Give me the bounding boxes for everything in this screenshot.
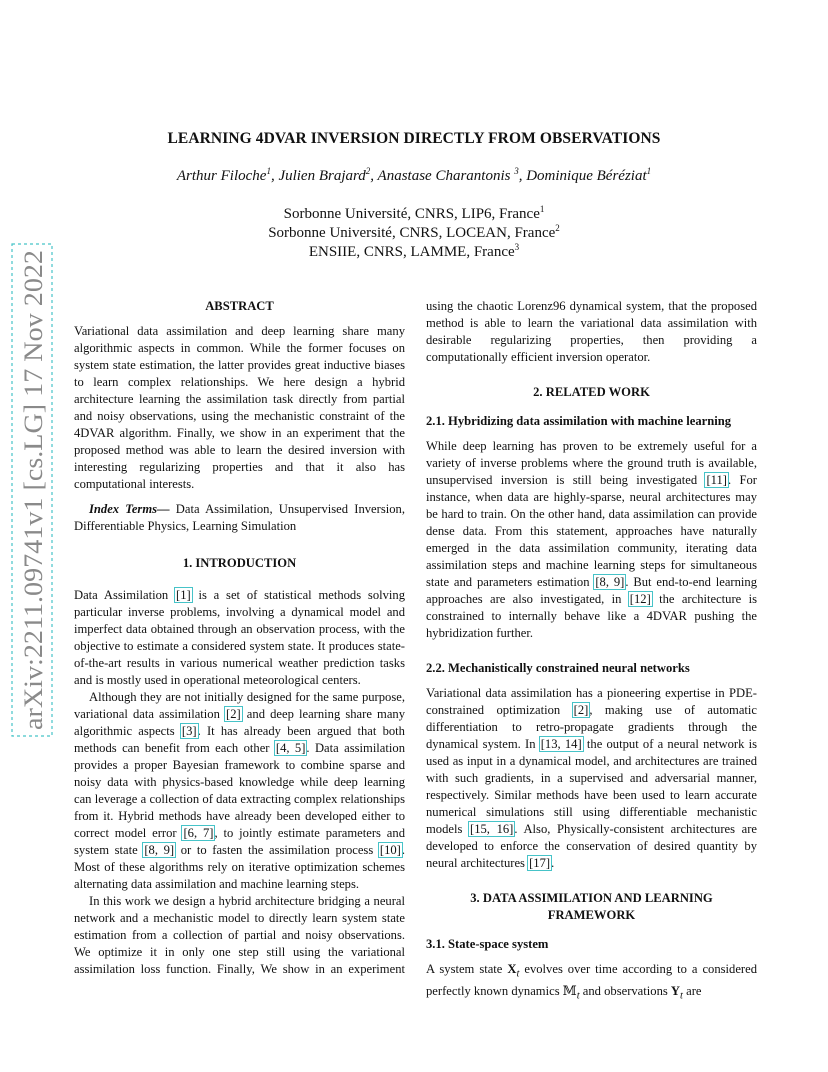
math-subscript: t bbox=[576, 990, 580, 1002]
framework-paragraph: A system state $X_t$ evolves over time according to a considered perfectly known dynamics 𝕄$_t$ and observations $Y_t$ are bbox=[426, 962, 757, 1002]
related-paragraph: Variational data assimilation has a pioneering expertise in PDE-constrained optimization [2], making use of automatic differentiation to retro-propagate gradients through the dynamical system. In [13, 14] the output of a neural network is used as input in a dynamical model, and architectures are trained with such gradients, in a supervised and adversarial manner, respectively. Similar methods have been used to learn accurate numerical simulations still using differentiable mechanistic models [15, 16]. Also, Physically-consistent architectures are developed to enforce the conservation of desired quantity by neural architectures [17]. bbox=[426, 686, 758, 870]
intro-paragraph: Although they are not initially designed for the same purpose, variational data assimilation [2] and deep learning share many algorithmic aspects [3]. It has already been argued that both methods can benefit from each other [4, 5]. Data assimilation provides a proper Bayesian framework to combine sparse and noisy data with physics-based knowledge while deep learning can leverage a collection of data extracting complex relationships from it. Hybrid methods have already been developed either to correct model error [6, 7], to jointly estimate parameters and system state [8, 9] or to fasten the assimilation process [10]. Most of these algorithms rely on iterative optimization schemes alternating data assimilation and machine learning steps. bbox=[74, 690, 406, 891]
affiliation-mark: 1 bbox=[539, 204, 545, 214]
intro-paragraph: In this work we design a hybrid architecture bridging a neural network and a mechanistic model to directly learn system state estimation from a collection of partial and noisy observations. We optimize it in only one step still using the variational assimilation loss function. Finally, We show in an experiment bbox=[74, 894, 405, 976]
heading-line: FRAMEWORK bbox=[547, 908, 636, 922]
citation-link[interactable]: [13, 14] bbox=[540, 737, 582, 751]
citation-link[interactable]: [12] bbox=[629, 592, 651, 606]
citation-link[interactable]: [10] bbox=[379, 843, 401, 857]
author-name: Anastase Charantonis bbox=[377, 168, 511, 184]
author-mark: 3 bbox=[514, 166, 519, 176]
citation-link[interactable]: [3] bbox=[181, 724, 197, 738]
subsection-heading: 2.2. Mechanistically constrained neural networks bbox=[426, 661, 690, 675]
citation-link[interactable]: [15, 16] bbox=[470, 822, 514, 836]
intro-paragraph: Data Assimilation [1] is a set of statistical methods solving particular inverse problems, involving a dynamical model and imperfect data obtained through an observation process, with the objective to estimate a considered system state. It produces state-of-the-art results in various numerical weather prediction tasks and is mostly used in operational meteorological centers. bbox=[74, 588, 406, 687]
citation-link[interactable]: [6, 7] bbox=[183, 826, 214, 840]
citation-link[interactable]: [1] bbox=[176, 588, 191, 602]
citation-link[interactable]: [8, 9] bbox=[595, 575, 625, 589]
math-subscript: t bbox=[516, 968, 520, 980]
right-column bbox=[426, 298, 757, 1004]
section-heading-related-work: 2. RELATED WORK bbox=[533, 385, 650, 399]
intro-paragraph-continued bbox=[426, 298, 757, 366]
math-symbol: X bbox=[507, 962, 517, 976]
author-name: Dominique Béréziat bbox=[526, 168, 647, 184]
affiliation-mark: 3 bbox=[514, 242, 520, 252]
subsection-heading: 2.1. Hybridizing data assimilation with machine learning bbox=[426, 414, 732, 428]
math-subscript: t bbox=[680, 990, 683, 1002]
abstract-text: Variational data assimilation and deep learning share many algorithmic aspects in common. While the former focuses on system state estimation, the latter provides great inductive biases to learn complex relationships. We here design a hybrid architecture learning the assimilation task directly from partial and noisy observations, using the mechanistic constraint of the 4DVAR algorithm. Finally, we show in an experiment that the proposed method was able to learn the desired inversion with interesting regularizing properties and that it also has computational interests. bbox=[74, 324, 405, 491]
author-name: Julien Brajard bbox=[278, 168, 366, 184]
citation-link[interactable]: [17] bbox=[529, 856, 551, 870]
math-symbol: 𝕄 bbox=[562, 983, 577, 998]
affiliation-text: Sorbonne Université, CNRS, LIP6, France bbox=[283, 206, 540, 222]
author-name: Arthur Filoche bbox=[176, 168, 267, 184]
author-mark: 2 bbox=[365, 166, 371, 176]
citation-link[interactable]: [11] bbox=[706, 473, 727, 487]
subsection-heading: 3.1. State-space system bbox=[426, 937, 549, 951]
arxiv-id: arXiv:2211.09741v1 [cs.LG] 17 Nov 2022 bbox=[19, 286, 48, 730]
affiliation-text: ENSIIE, CNRS, LAMME, France bbox=[308, 244, 515, 260]
citation-link[interactable]: [2] bbox=[226, 707, 241, 721]
citation-link[interactable]: [2] bbox=[573, 703, 589, 717]
affiliation bbox=[0, 244, 828, 261]
abstract-heading: ABSTRACT bbox=[205, 299, 274, 313]
arxiv-stamp[interactable] bbox=[8, 240, 56, 740]
citation-link[interactable]: [4, 5] bbox=[275, 741, 306, 755]
section-heading-introduction: 1. INTRODUCTION bbox=[182, 556, 297, 570]
affiliation-text: Sorbonne Université, CNRS, LOCEAN, France bbox=[268, 225, 556, 241]
index-terms bbox=[74, 501, 405, 535]
left-column bbox=[74, 298, 405, 978]
heading-line: 3. DATA ASSIMILATION AND LEARNING bbox=[470, 891, 713, 905]
author-list: Arthur Filoche$^1$, Julien Brajard$^2$, Anastase Charantonis $^3$, Dominique Béréziat$^1$ bbox=[176, 166, 652, 184]
index-terms-label: Index Terms— bbox=[89, 502, 170, 516]
section-heading-framework bbox=[426, 890, 757, 924]
affiliation bbox=[0, 225, 828, 242]
affiliation bbox=[0, 206, 828, 223]
affiliation-mark: 2 bbox=[555, 223, 560, 233]
author-mark: 1 bbox=[266, 166, 271, 176]
index-terms-text: Data Assimilation, Unsupervised Inversion, Differentiable Physics, Learning Simulation bbox=[74, 502, 405, 533]
intro-paragraph-overflow: using the chaotic Lorenz96 dynamical system, that the proposed method is able to learn the variational data assimilation with desirable regularizing properties, then providing a computationally efficient inversion operator. bbox=[426, 299, 757, 364]
paper-title: LEARNING 4DVAR INVERSION DIRECTLY FROM OBSERVATIONS bbox=[167, 130, 661, 147]
citation-link[interactable]: [8, 9] bbox=[144, 843, 175, 857]
math-symbol: Y bbox=[670, 983, 681, 998]
author-mark: 1 bbox=[646, 166, 652, 176]
related-paragraph: While deep learning has proven to be extremely useful for a variety of inverse problems where the ground truth is available, unsupervised inversion is still being investigated [11]. For instance, when data are highly-sparse, neural architectures may be hard to train. On the other hand, data assimilation can provide dense data. From this statement, approaches have naturally emerged in the data assimilation community, iterating data assimilation steps and machine learning steps for simultaneous state and parameters estimation [8, 9]. But end-to-end learning approaches are also investigated, in [12] the architecture is constrained to internally behave like a 4DVAR pushing the hybridization further. bbox=[426, 439, 758, 640]
